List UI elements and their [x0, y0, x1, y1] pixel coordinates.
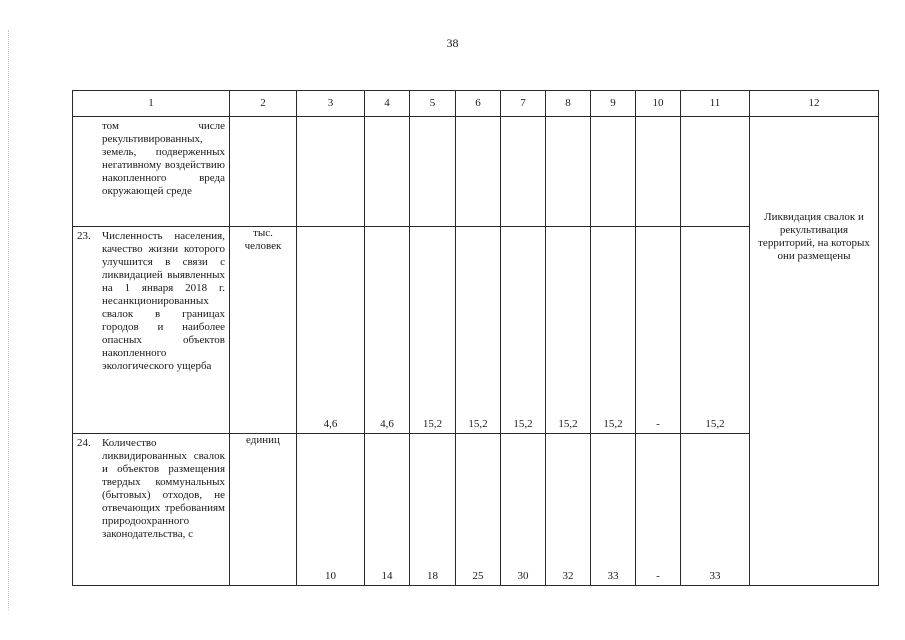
row-23-value-5: 15,2	[410, 227, 456, 434]
row-24-value-7: 30	[501, 434, 546, 586]
header-col-6: 6	[456, 91, 501, 117]
row-23-number: 23.	[77, 230, 91, 242]
row-24-value-3: 10	[297, 434, 365, 586]
header-col-4: 4	[365, 91, 410, 117]
row-23-value-3: 4,6	[297, 227, 365, 434]
row-24-value-9: 33	[591, 434, 636, 586]
row-continuation-unit	[230, 117, 297, 227]
empty-cell	[365, 117, 410, 227]
row-24-value-10: -	[636, 434, 681, 586]
empty-cell	[456, 117, 501, 227]
row-24-value-6: 25	[456, 434, 501, 586]
header-col-2: 2	[230, 91, 297, 117]
empty-cell	[681, 117, 750, 227]
row-23-value-4: 4,6	[365, 227, 410, 434]
row-24-value-5: 18	[410, 434, 456, 586]
header-col-10: 10	[636, 91, 681, 117]
note-cell	[750, 117, 879, 586]
table-row-continuation	[73, 117, 879, 227]
row-23-item	[73, 227, 229, 375]
row-23-unit-line1: тыс.	[253, 227, 273, 239]
row-23-value-8: 15,2	[546, 227, 591, 434]
empty-cell	[410, 117, 456, 227]
header-col-1: 1	[73, 91, 230, 117]
empty-cell	[297, 117, 365, 227]
empty-cell	[546, 117, 591, 227]
empty-cell	[501, 117, 546, 227]
row-23-value-10: -	[636, 227, 681, 434]
row-24-desc-cell	[73, 434, 230, 586]
header-col-5: 5	[410, 91, 456, 117]
header-col-8: 8	[546, 91, 591, 117]
row-23-value-9: 15,2	[591, 227, 636, 434]
note-text: Ликвидация свалок и рекультивация территорий, на которых они размещены	[758, 211, 870, 262]
row-23-unit-line2: человек	[244, 240, 282, 252]
row-24-unit: единиц	[230, 434, 297, 586]
header-col-12: 12	[750, 91, 879, 117]
scan-margin-marks	[8, 30, 11, 610]
row-23-text: Численность населения, качество жизни которого улучшится в связи с ликвидацией выявленных на 1 января 2018 г. несанкционированных свалок в границах городов и наиболее опасных объектов накопленного экологического ущерба	[102, 230, 225, 372]
row-continuation-text: том числе рекультивированных, земель, подверженных негативному воздействию накопленного вреда окружающей среде	[102, 120, 225, 197]
page-number: 38	[446, 36, 459, 50]
row-23-value-7: 15,2	[501, 227, 546, 434]
row-23-value-11: 15,2	[681, 227, 750, 434]
empty-cell	[636, 117, 681, 227]
row-24-value-8: 32	[546, 434, 591, 586]
row-24-value-4: 14	[365, 434, 410, 586]
header-row	[73, 91, 879, 117]
row-23-value-6: 15,2	[456, 227, 501, 434]
row-24-value-11: 33	[681, 434, 750, 586]
indicators-table	[72, 90, 879, 586]
header-col-9: 9	[591, 91, 636, 117]
row-continuation-desc-cell	[73, 117, 230, 227]
row-24-item	[73, 434, 229, 543]
row-24-text: Количество ликвидированных свалок и объектов размещения твердых коммунальных (бытовых) отходов, не отвечающих требованиям природоохранного законодательства, с	[102, 437, 225, 540]
header-col-7: 7	[501, 91, 546, 117]
row-23-unit	[230, 227, 297, 434]
header-col-3: 3	[297, 91, 365, 117]
row-23-desc-cell	[73, 227, 230, 434]
row-24-number: 24.	[77, 437, 91, 449]
header-col-11: 11	[681, 91, 750, 117]
empty-cell	[591, 117, 636, 227]
